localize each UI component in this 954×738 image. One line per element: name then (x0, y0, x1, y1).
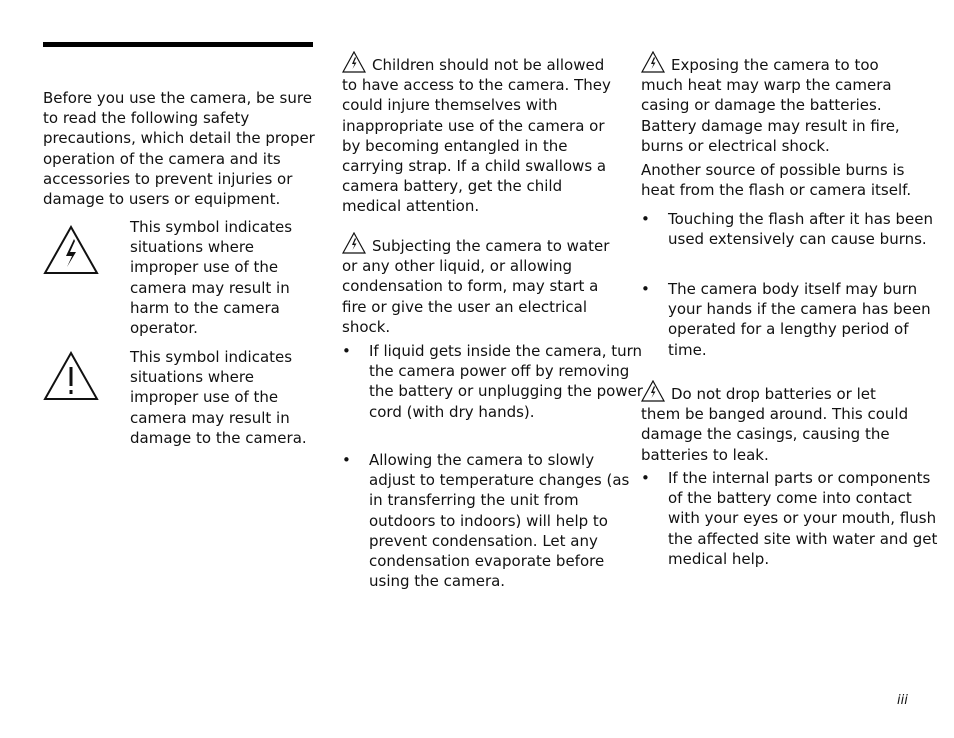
symbol-description-damage: This symbol indicates situations where improper use of the camera may result in damage to the camera. (130, 348, 307, 447)
children-warning-text: Children should not be allowed to have access to the camera. They could injure themselves with inappropriate use of the camera or by becoming entangled in the carrying strap. If a child swallows a camera battery, get the child medical attention. (342, 56, 611, 216)
list-item (641, 468, 942, 569)
lightning-warning-icon (641, 51, 665, 73)
lightning-warning-icon (43, 225, 99, 275)
symbol-description-harm: This symbol indicates situations where improper use of the camera may result in harm to the camera operator. (130, 218, 293, 338)
battery-warning (641, 380, 915, 465)
list-item-text: Touching the flash after it has been used extensively can cause burns. (668, 210, 933, 249)
list-item-text: The camera body itself may burn your hands if the camera has been operated for a lengthy period of time. (668, 280, 931, 359)
heat-warning (641, 51, 915, 156)
bullet-dot: • (641, 469, 650, 487)
liquid-warning-text: Subjecting the camera to water or any other liquid, or allowing condensation to form, may start a fire or give the user an electrical shock. (342, 237, 610, 336)
bullet-dot: • (641, 210, 650, 228)
heat-warning-text: Exposing the camera to too much heat may warp the camera casing or damage the batteries. Battery damage may result in fire, burns or electrical shock. (641, 56, 900, 155)
list-item (641, 209, 942, 249)
lightning-warning-icon (342, 232, 366, 254)
page-number: iii (897, 693, 908, 708)
list-item-text: If the internal parts or components of the battery come into contact with your eyes or your mouth, flush the affected site with water and get medical help. (668, 469, 938, 568)
list-item (342, 450, 644, 591)
header-rule (43, 42, 313, 47)
lightning-warning-icon (342, 51, 366, 73)
list-item (342, 341, 644, 422)
bullet-dot: • (641, 280, 650, 298)
lightning-warning-icon (641, 380, 665, 402)
children-warning (342, 51, 617, 217)
bullet-dot: • (342, 451, 351, 469)
liquid-warning (342, 232, 617, 337)
burns-paragraph: Another source of possible burns is heat from the flash or camera itself. (641, 161, 912, 200)
list-item-text: Allowing the camera to slowly adjust to temperature changes (as in transferring the unit from outdoors to indoors) will help to prevent condensation. Let any condensation evaporate before using the camera. (369, 451, 630, 591)
battery-warning-text: Do not drop batteries or let them be banged around. This could damage the casings, causing the batteries to leak. (641, 385, 909, 464)
intro-paragraph: Before you use the camera, be sure to read the following safety precautions, which detail the proper operation of the camera and its accessories to prevent injuries or damage to users or equipment. (43, 89, 315, 209)
exclamation-warning-icon (43, 351, 99, 401)
bullet-dot: • (342, 342, 351, 360)
list-item-text: If liquid gets inside the camera, turn the camera power off by removing the battery or unplugging the power cord (with dry hands). (369, 342, 643, 421)
list-item (641, 279, 942, 360)
